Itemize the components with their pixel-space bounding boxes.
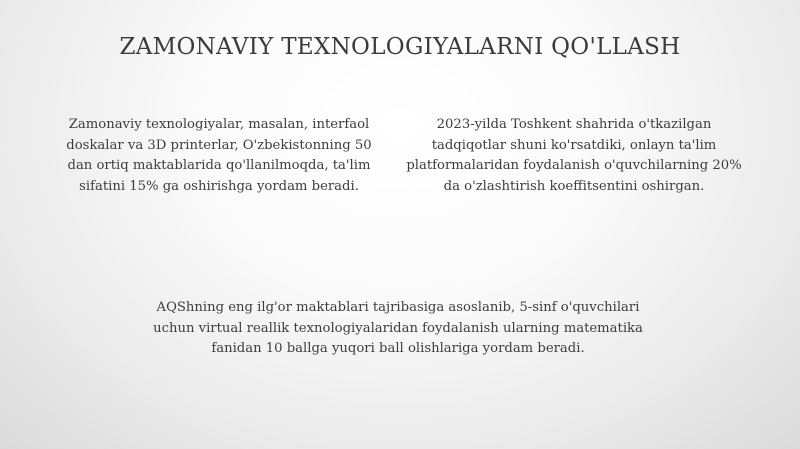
text-block-bottom: AQShning eng ilg'or maktablari tajribasiga asoslanib, 5-sinf o'quvchilari uchun virtual reallik texnologiyalaridan foydalanish ularning matematika fanidan 10 ballga yuqori ball olishlariga yordam beradi. <box>153 300 643 356</box>
text-block-right: 2023-yilda Toshkent shahrida o'tkazilgan tadqiqotlar shuni ko'rsatdiki, onlayn ta'lim platformalaridan foydalanish o'quvchilarning 20% da o'zlashtirish koeffitsentini oshirgan. <box>406 117 742 194</box>
text-block-left: Zamonaviy texnologiyalar, masalan, interfaol doskalar va 3D printerlar, O'zbekistonning 50 dan ortiq maktablarida qo'llanilmoqda, ta'lim sifatini 15% ga oshirishga yordam beradi. <box>66 117 372 194</box>
slide-title: ZAMONAVIY TEXNOLOGIYALARNI QO'LLASH <box>119 34 681 60</box>
